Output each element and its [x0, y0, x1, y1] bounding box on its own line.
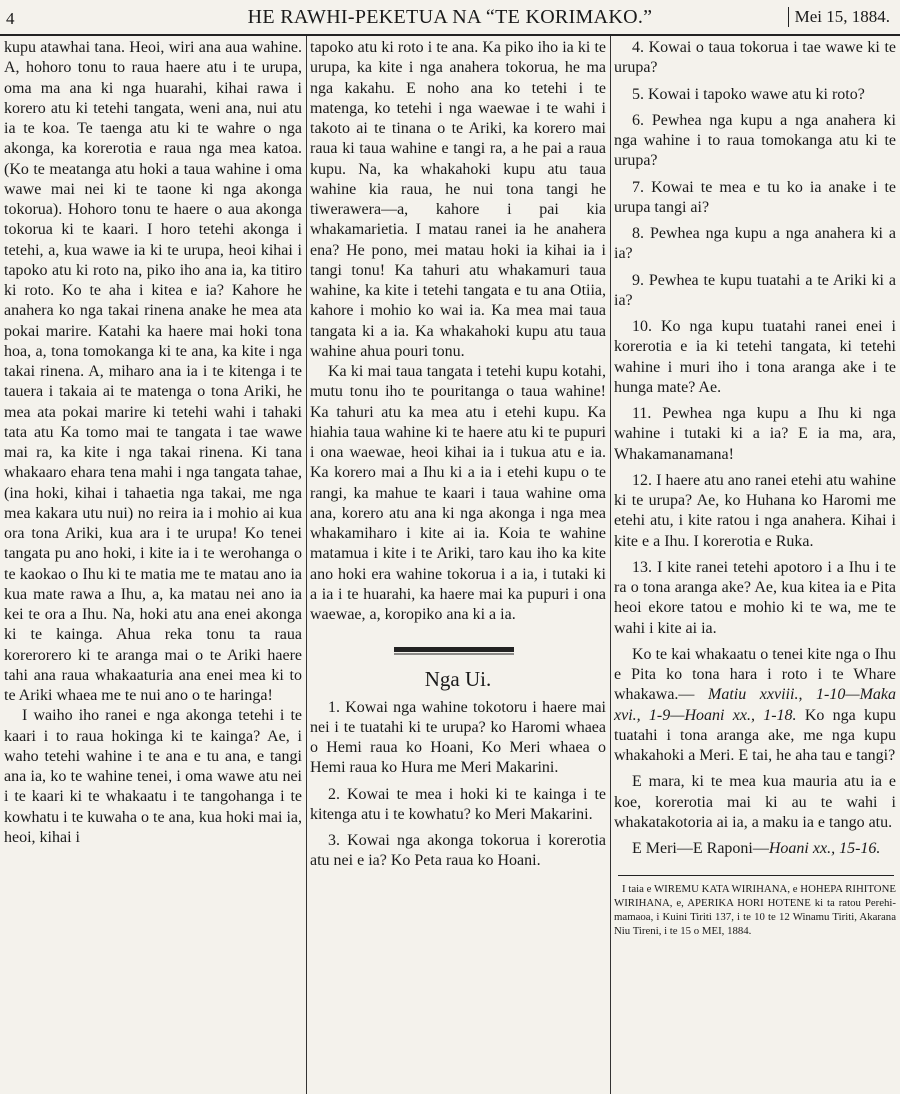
question-item: 6. Pewhea nga kupu a nga anahera ki nga wahine i to raua tomokanga atu ki te urupa?	[614, 111, 896, 170]
question-item: 12. I haere atu ano ranei etehi atu wahine ki te urupa? Ae, ko Huhana ko Haromi me etehi atu, i kite ratou i nga anahera. Kihai i kite e a Ihu. I korerotia e Ruka.	[614, 471, 896, 550]
section-title: Nga Ui.	[424, 667, 492, 692]
publication-title: HE RAWHI-PEKETUA NA “TE KORIMAKO.”	[247, 6, 653, 28]
question-item: 11. Pewhea nga kupu a Ihu ki nga wahine i tutaki ki a ia? E ia ma, ara, Whakamanamana!	[614, 405, 896, 463]
scripture-reference: Hoani xx., 15-16.	[768, 840, 881, 857]
summary-paragraph	[614, 645, 896, 767]
question-item: 9. Pewhea te kupu tuatahi a te Ariki ki a ia?	[614, 271, 896, 309]
question-item: 5. Kowai i tapoko wawe atu ki roto?	[632, 85, 865, 103]
question-item: 10. Ko nga kupu tuatahi ranei enei i korerotia e ia ki tetehi tangata, ki tetehi wahine i muri iho i tona aranga ake i te hunga mate? Ae.	[614, 318, 896, 396]
summary-text: Ko nga kupu tuatahi i tona aranga ake, me nga kupu whakahoki a Meri. E tai, he aha tau e tangi?	[614, 706, 897, 764]
section-divider-ornament	[394, 647, 514, 655]
closing-paragraph: E mara, ki te mea kua mauria atu ia e koe, korerotia mai ki au te wahi i whakatakotoria ai ia, a maku ia e tango atu.	[614, 773, 896, 831]
issue-date: Mei 15, 1884.	[788, 7, 890, 27]
article-paragraph: kupu atawhai tana. Heoi, wiri ana aua wahine. A, hohoro tonu to raua haere atu i te urupa, oma ma ana ki nga huarahi, kihai rawa i korero atu ki tetehi tangata, weni ana, nui atu ia te koa. Te taenga atu ki te wahre o nga akonga, ka korerotia e raua nga mea katoa. (Ko te meatanga atu hoki a taua wahine i oma wawe mai nei ki te taone ki nga akonga tokorua). Hohoro tonu te haere o aua akonga tokorua ki te kaari. I horo tetehi akonga i tetehi, a, kua wawe ia ki te urupa, heoi kihai i tapoko atu ki roto na, piko iho ana ia, ka titiro ki roto. Ko te aha i kitea e ia? Kahore he anahera ko nga takai rinena anake he mea ata pokai marire. Katahi ka haere mai hoki tona hoa, a, tona tomokanga ki te ana, ka kite i nga takai rinena. A, miharo ana ia i te kitenga i te tauera i takaia ai te matenga o tona Ariki, he mea ata pokai marire ki tetehi wahi i tahaki tata atu Ka tomo mai te tangata i tae wawe mai ra, ka kite i nga takai rinena. Ki tana whakaaro ehara tena mahi i nga tangata tahae, (ina hoki, kihai i tahaetia nga takai, me nga mea kakara utu nui) no reira ia i mohio ai kua ora tona Ariki, kua ara i te urupa! Ko tenei tangata pu ano hoki, i kite ia i te werohanga o te kaokao o Ihu ki te matia me te matau ano ia kua mate rawa a Ihu, a, ka matau nei ano ia kei te ora a Ihu. Na, hoki atu ana enei akonga ki te kainga. Ahua reka tonu ta raua korerorero ki te aranga mai o te Ariki haere tahi ana raua whakaaturia ana enei mea ki to te Ariki whaea me te nui ano o te haringa!	[4, 39, 302, 704]
page-number: 4	[6, 9, 15, 28]
question-item: 7. Kowai te mea e tu ko ia anake i te urupa tangi ai?	[614, 178, 896, 216]
question-item: 8. Pewhea nga kupu a nga anahera ki a ia?	[614, 225, 896, 263]
question-item: 3. Kowai nga akonga tokorua i korerotia atu nei e ia? Ko Peta raua ko Hoani.	[310, 832, 606, 870]
footnote-divider	[618, 875, 894, 876]
signature-names: E Meri—E Raponi—	[632, 840, 769, 857]
article-paragraph: I waiho iho ranei e nga akonga tetehi i te kaari i to raua hokinga ki te kainga? Ae, i waho tetehi wahine i te ana e tu ana, e tangi ana ia, ko te wahine tenei, i oma wawe atu nei i te kaari ki te whakaatu i te tangohanga i te kowhatu i te kuwaha o te ana, kua hoki mai ia, heoi, kihai i	[4, 707, 302, 846]
closing-signature	[614, 839, 896, 859]
page-header	[0, 0, 900, 36]
column-divider	[306, 36, 307, 1094]
column-divider	[610, 36, 611, 1094]
column-3	[614, 38, 896, 1092]
question-item: 2. Kowai te mea i hoki ki te kainga i te kitenga atu i te kowhatu? ko Meri Makarini.	[310, 785, 606, 823]
column-1	[4, 38, 302, 1092]
article-paragraph: Ka ki mai taua tangata i tetehi kupu kotahi, mutu tonu iho te pouritanga o taua wahine! Ka tahuri atu ka mea atu i etehi kupu. Ka hiahia taua wahine ki te haere atu ki te pupuri i ona waewae, heoi kihai ia i tukua atu e ia. Ka korero mai a Ihu ki a ia i etehi kupu o te rangi, ka mahue te kaari i taua wahine oma ana, korero atu ana ki nga akonga i nga mea whakamiharo i kite ai ia. Koia te wahine matamua i kite i te Ariki, taro kau iho ka kite ano hoki era wahine tokorua i a ia, i tutaki ki a ia i te huarahi, ka haere mai ka pupuri i ona waewae, a, koropiko ana ki a ia.	[310, 363, 606, 623]
article-paragraph: tapoko atu ki roto i te ana. Ka piko iho ia ki te urupa, ka kite i nga anahera tokorua, he ma nga kakahu. E noho ana ko tetehi i te matenga, ko tetehi i nga waewae i te wahi i takoto ai te tinana o te Ariki, ka korero mai raua ki taua wahine e tangi ra, a he pai a raua kupu. Na, ka whakahoki kupu atu taua wahine kia raua, he nui tona tangi he tiwerawera—a, kahore i pai kia whakamarietia. I matau ranei ia he anahera ena? He pono, mei matau hoki ia kihai ia i tangi tonu! Ka tahuri atu whakamuri taua wahine, ka kite i tetehi tangata e tu ana Otiia, kahore i mohio ko wai ia. Ka mea mai taua tangata ki a ia. Ka whakahoki kupu atu taua wahine ahua pouri tonu.	[310, 39, 606, 360]
scripture-reference: Matiu xxviii., 1-10—Maka xvi., 1-9—Hoani xx., 1-18.	[614, 686, 896, 724]
summary-text: Ko te kai whakaatu o tenei kite nga o Ihu e Pita ko tona hara i roto i te Whare whakawa.—	[614, 645, 896, 704]
question-item: 13. I kite ranei tetehi apotoro i a Ihu i te ra o tona aranga ake? Ae, kua kitea ia e Pita heoi ekore tatou e mohio ki te wa, me te wahi i kite ai ia.	[614, 558, 896, 637]
question-item: 1. Kowai nga wahine tokotoru i haere mai nei i te tuatahi ki te urupa? ko Haromi whaea o Hemi raua ko Hoani, Ko Meri whaea o Hemi raua ko Hura me Meri Makarini.	[310, 698, 606, 777]
column-2	[310, 38, 606, 1092]
question-item: 4. Kowai o taua tokorua i tae wawe ki te urupa?	[614, 39, 896, 77]
printer-imprint: I taia e WIREMU KATA WIRIHANA, e HOHEPA RIHITONE WIRIHANA, e, APERIKA HORI HOTENE ki ta ratou Perehi-mamaoa, i Kuini Tiriti 137, i te 10 te 12 Winamu Tiriti, Akarana Niu Tireni, i te 15 o MEI, 1884.	[614, 883, 896, 938]
